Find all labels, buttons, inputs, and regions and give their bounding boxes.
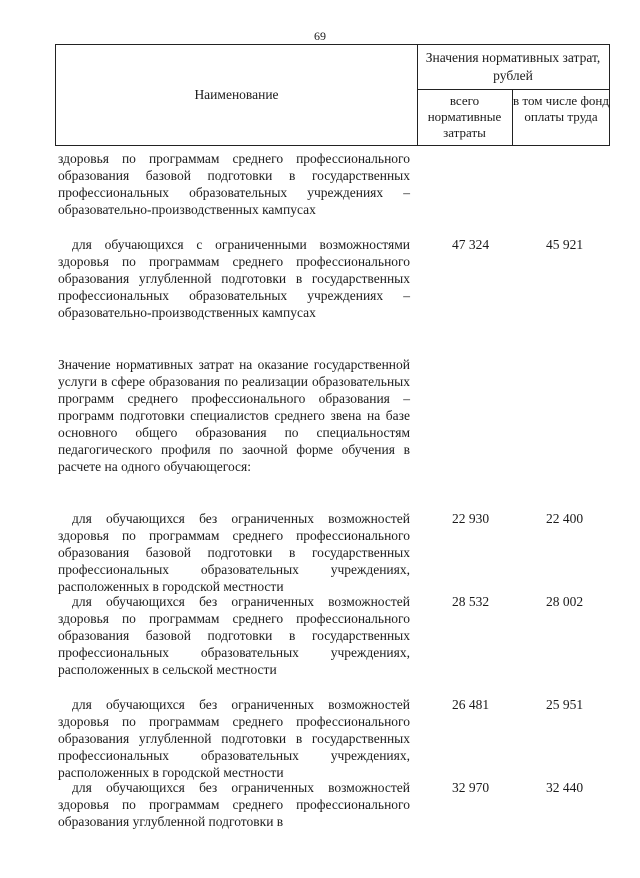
row-description: для обучающихся без ограниченных возможностей здоровья по программам среднего профессионального образования углубленной подготовки в — [58, 780, 410, 829]
row-total-value: 32 970 — [451, 780, 490, 795]
header-total-column: всего нормативные затраты — [417, 90, 513, 145]
header-name-column: Наименование — [56, 45, 418, 145]
table-row — [58, 356, 610, 475]
row-description: для обучающихся с ограниченными возможностями здоровья по программам среднего профессионального образования углубленной подготовки в государственных профессиональных образовательных учреждениях – образовательно-производственных кампусах — [58, 237, 410, 320]
row-description: для обучающихся без ограниченных возможностей здоровья по программам среднего профессионального образования базовой подготовки в государственных профессиональных образовательных учреждениях, расположенных в сельской местности — [58, 594, 410, 677]
table-row — [58, 150, 610, 218]
table-header — [55, 44, 610, 146]
table-row — [58, 779, 610, 830]
row-total-value: 26 481 — [451, 697, 490, 712]
row-wage-value: 32 440 — [545, 780, 584, 795]
row-description: Значение нормативных затрат на оказание государственной услуги в сфере образования по реализации образовательных программ среднего профессионального образования – программ подготовки специалистов среднего звена на базе основного общего образования по специальностям педагогического профиля по заочной форме обучения в расчете на одного обучающегося: — [58, 357, 410, 474]
header-wage-column: в том числе фонд оплаты труда — [513, 93, 609, 124]
row-total-value: 28 532 — [451, 594, 490, 609]
header-values-group: Значения нормативных затрат, рублей — [417, 45, 609, 90]
row-total-value: 47 324 — [451, 237, 490, 252]
row-wage-value: 25 951 — [545, 697, 584, 712]
row-wage-value: 28 002 — [545, 594, 584, 609]
row-description: для обучающихся без ограниченных возможностей здоровья по программам среднего профессионального образования углубленной подготовки в государственных профессиональных образовательных учреждениях, расположенных в городской местности — [58, 697, 410, 780]
row-description: для обучающихся без ограниченных возможностей здоровья по программам среднего профессионального образования базовой подготовки в государственных профессиональных образовательных учреждениях, расположенных в городской местности — [58, 511, 410, 594]
table-row — [58, 510, 610, 595]
row-total-value: 22 930 — [451, 511, 490, 526]
table-row — [58, 696, 610, 781]
table-row — [58, 593, 610, 678]
row-description: здоровья по программам среднего профессионального образования базовой подготовки в государственных профессиональных образовательных учреждениях – образовательно-производственных кампусах — [58, 151, 410, 217]
page-number: 69 — [314, 29, 326, 43]
row-wage-value: 45 921 — [545, 237, 584, 252]
row-wage-value: 22 400 — [545, 511, 584, 526]
table-row — [58, 236, 610, 321]
